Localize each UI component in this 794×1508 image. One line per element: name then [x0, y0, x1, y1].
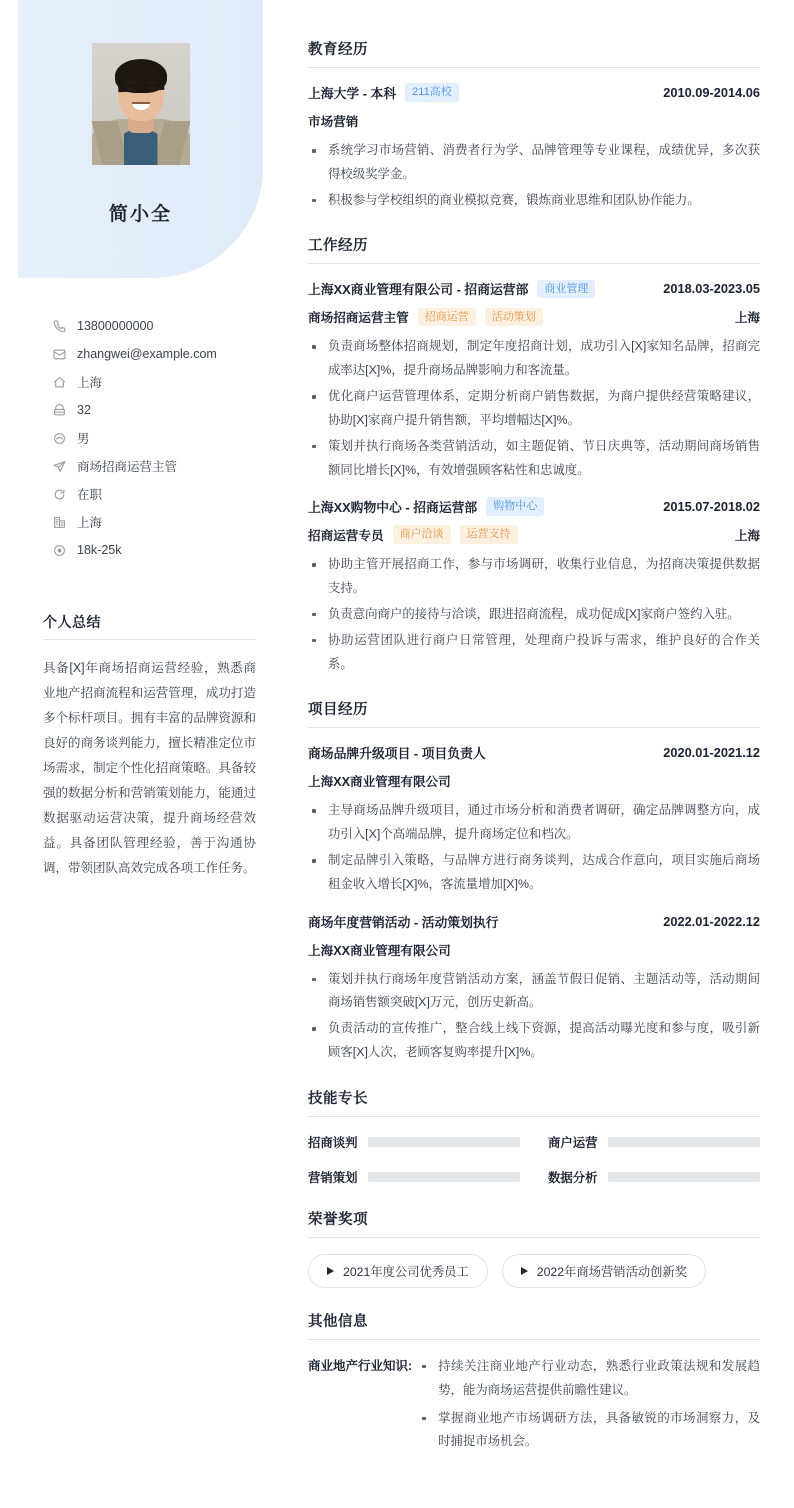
projects-section [308, 698, 760, 1065]
city-icon [52, 515, 66, 529]
list-item: 系统学习市场营销、消费者行为学、品牌管理等专业课程，成绩优异，多次获得校级奖学金。 [308, 139, 760, 187]
work-location: 上海 [734, 310, 760, 325]
summary-text: 具备[X]年商场招商运营经验，熟悉商业地产招商流程和运营管理，成功打造多个标杆项目。拥有丰富的品牌资源和良好的商务谈判能力，擅长精准定位市场需求，制定个性化招商策略。具备较强的数据分析和营销策划能力，能通过数据驱动运营决策，提升商场经营效益。具备团队管理经验，善于沟通协调，带领团队高效完成各项工作任务。 [43, 661, 256, 875]
work-company: 上海XX商业管理有限公司 - 招商运营部 [308, 282, 529, 298]
position-icon [52, 459, 66, 473]
skill-label: 商户运营 [548, 1135, 598, 1150]
award-label: 2022年商场营销活动创新奖 [536, 1264, 688, 1279]
project-name: 商场年度营销活动 - 活动策划执行 [308, 914, 499, 930]
list-item: 优化商户运营管理体系，定期分析商户销售数据，为商户提供经营策略建议，协助[X]家商户提升销售额，平均增幅达[X]%。 [308, 385, 760, 433]
contact-value-city: 上海 [77, 516, 103, 530]
contact-item-phone [52, 312, 282, 340]
project-date: 2022.01-2022.12 [663, 913, 760, 929]
work-section [308, 234, 760, 676]
contact-value-status: 在职 [77, 488, 103, 502]
skill-label: 招商谈判 [308, 1135, 358, 1150]
contact-item-email [52, 340, 282, 368]
project-bullets [308, 968, 760, 1065]
other-info-section [308, 1310, 760, 1458]
other-info-label: 商业地产行业知识: [308, 1358, 413, 1373]
education-entry [308, 83, 760, 212]
gender-icon [52, 431, 66, 445]
contact-value-gender: 男 [77, 432, 90, 446]
work-bullets [308, 335, 760, 482]
age-icon [52, 403, 66, 417]
awards-section [308, 1208, 760, 1288]
contact-item-city [52, 508, 282, 536]
skill-item [308, 1168, 520, 1186]
list-item: 协助运营团队进行商户日常管理，处理商户投诉与需求，维护良好的合作关系。 [308, 629, 760, 677]
work-entry-sub [308, 525, 760, 544]
sidebar [0, 0, 282, 1508]
project-name: 商场品牌升级项目 - 项目负责人 [308, 746, 486, 762]
project-entry-head [308, 743, 760, 762]
skills-grid [308, 1133, 760, 1186]
contact-item-gender [52, 424, 282, 452]
work-entry [308, 497, 760, 676]
summary-title: 个人总结 [43, 612, 256, 640]
skills-section [308, 1087, 760, 1186]
skill-item [308, 1133, 520, 1151]
contact-item-age [52, 396, 282, 424]
work-company-tag: 购物中心 [486, 497, 544, 516]
contact-value-salary: 18k-25k [77, 543, 122, 557]
list-item: 积极参与学校组织的商业模拟竞赛，锻炼商业思维和团队协作能力。 [308, 189, 760, 213]
work-location: 上海 [734, 528, 760, 543]
home-icon [52, 375, 66, 389]
profile-header-panel [18, 0, 263, 278]
project-bullets [308, 799, 760, 896]
list-item: 负责意向商户的接待与洽谈，跟进招商流程，成功促成[X]家商户签约入驻。 [308, 603, 760, 627]
work-title: 工作经历 [308, 234, 760, 264]
skill-label: 数据分析 [548, 1170, 598, 1185]
work-entry-head [308, 279, 760, 298]
award-chip[interactable] [502, 1254, 706, 1288]
list-item: 负责商场整体招商规划，制定年度招商计划，成功引入[X]家知名品牌，招商完成率达[X]%，提升商场品牌影响力和客流量。 [308, 335, 760, 383]
list-item: 掌握商业地产市场调研方法，具备敏锐的市场洞察力，及时捕捉市场机会。 [418, 1407, 760, 1455]
skill-progress-track [368, 1137, 520, 1147]
work-role: 商场招商运营主管 [308, 311, 409, 326]
other-info-list [418, 1355, 760, 1458]
summary-section [18, 612, 282, 881]
project-company: 上海XX商业管理有限公司 [308, 943, 451, 958]
skill-label: 营销策划 [308, 1170, 358, 1185]
education-entry-head [308, 83, 760, 102]
education-title: 教育经历 [308, 38, 760, 68]
list-item: 持续关注商业地产行业动态，熟悉行业政策法规和发展趋势，能为商场运营提供前瞻性建议。 [418, 1355, 760, 1403]
phone-icon [52, 319, 66, 333]
work-role-tag: 商户洽谈 [393, 525, 451, 544]
project-entry-head [308, 912, 760, 931]
person-name: 简小全 [108, 204, 172, 225]
work-role-tag: 招商运营 [418, 308, 476, 327]
play-triangle-icon [521, 1267, 528, 1275]
awards-list [308, 1254, 760, 1288]
other-info-group [308, 1355, 760, 1458]
work-bullets [308, 553, 760, 676]
project-entry [308, 912, 760, 1065]
work-role-tag: 运营支持 [460, 525, 518, 544]
work-date: 2015.07-2018.02 [663, 499, 760, 515]
project-date: 2020.01-2021.12 [663, 745, 760, 761]
work-company-tag: 商业管理 [537, 280, 595, 299]
contact-item-salary [52, 536, 282, 564]
play-triangle-icon [327, 1267, 334, 1275]
work-date: 2018.03-2023.05 [663, 281, 760, 297]
contact-value-position: 商场招商运营主管 [77, 460, 178, 474]
skills-title: 技能专长 [308, 1087, 760, 1117]
skill-progress-track [368, 1172, 520, 1182]
awards-title: 荣誉奖项 [308, 1208, 760, 1238]
other-info-title: 其他信息 [308, 1310, 760, 1340]
contact-item-position [52, 452, 282, 480]
list-item: 主导商场品牌升级项目，通过市场分析和消费者调研，确定品牌调整方向，成功引入[X]个高端品牌，提升商场定位和档次。 [308, 799, 760, 847]
list-item: 策划并执行商场年度营销活动方案，涵盖节假日促销、主题活动等，活动期间商场销售额突破[X]万元，创历史新高。 [308, 968, 760, 1016]
skill-progress-track [608, 1172, 760, 1182]
portrait-photo [92, 43, 190, 165]
skill-item [548, 1168, 760, 1186]
project-entry [308, 743, 760, 896]
contact-item-home [52, 368, 282, 396]
status-icon [52, 487, 66, 501]
email-icon [52, 347, 66, 361]
work-entry-sub [308, 307, 760, 326]
work-role: 招商运营专员 [308, 529, 384, 544]
award-chip[interactable] [308, 1254, 488, 1288]
projects-title: 项目经历 [308, 698, 760, 728]
work-role-tag: 活动策划 [485, 308, 543, 327]
list-item: 负责活动的宣传推广，整合线上线下资源，提高活动曝光度和参与度，吸引新顾客[X]人次，老顾客复购率提升[X]%。 [308, 1017, 760, 1065]
work-company: 上海XX购物中心 - 招商运营部 [308, 500, 478, 516]
project-company: 上海XX商业管理有限公司 [308, 775, 451, 790]
education-school: 上海大学 - 本科 [308, 86, 397, 101]
education-major: 市场营销 [308, 115, 359, 129]
award-label: 2021年度公司优秀员工 [343, 1264, 469, 1279]
contact-value-home: 上海 [77, 376, 103, 390]
education-date: 2010.09-2014.06 [663, 85, 760, 100]
skill-progress-track [608, 1137, 760, 1147]
contact-list [18, 312, 282, 564]
main-column [282, 0, 794, 1508]
education-tag: 211高校 [405, 83, 459, 102]
contact-value-email: zhangwei@example.com [77, 347, 217, 361]
contact-value-age: 32 [77, 403, 91, 417]
contact-value-phone: 13800000000 [77, 319, 154, 333]
salary-icon [52, 543, 66, 557]
work-entry-head [308, 497, 760, 516]
contact-item-status [52, 480, 282, 508]
education-bullets [308, 139, 760, 212]
work-entry [308, 279, 760, 482]
education-section [308, 38, 760, 212]
list-item: 协助主管开展招商工作，参与市场调研，收集行业信息，为招商决策提供数据支持。 [308, 553, 760, 601]
list-item: 策划并执行商场各类营销活动，如主题促销、节日庆典等，活动期间商场销售额同比增长[X]%，有效增强顾客粘性和忠诚度。 [308, 435, 760, 483]
list-item: 制定品牌引入策略，与品牌方进行商务谈判，达成合作意向，项目实施后商场租金收入增长[X]%，客流量增加[X]%。 [308, 849, 760, 897]
skill-item [548, 1133, 760, 1151]
